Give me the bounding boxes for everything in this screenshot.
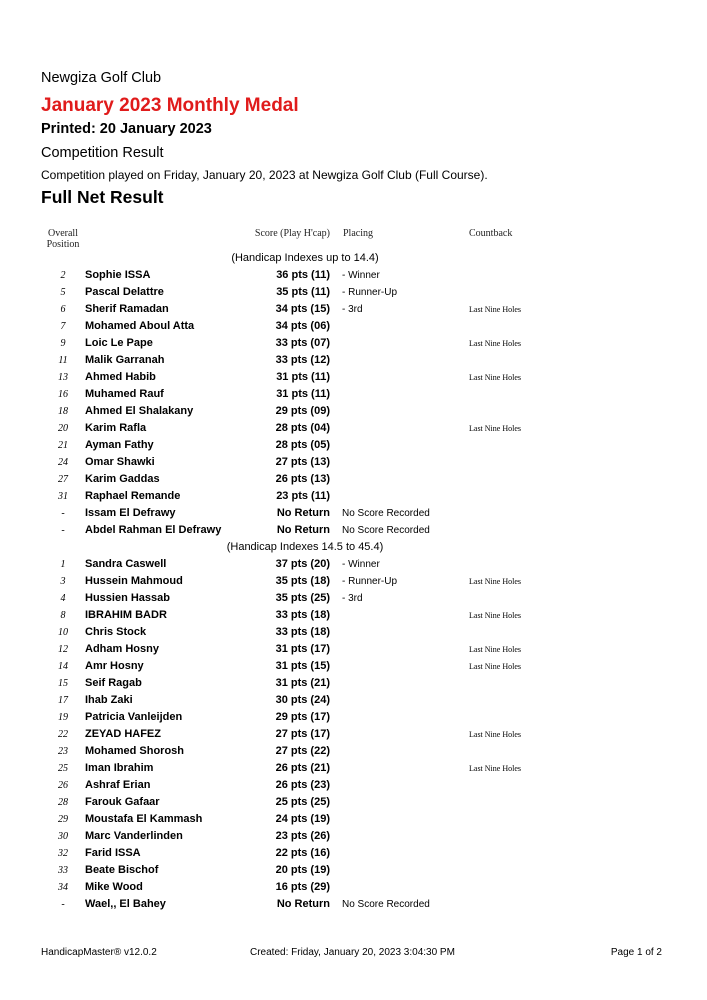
column-header-countback: Countback <box>469 228 513 239</box>
result-row <box>0 420 707 437</box>
result-row <box>0 743 707 760</box>
placing-cell: - Runner-Up <box>342 576 398 587</box>
placing-cell: No Score Recorded <box>342 899 430 910</box>
competition-description: Competition played on Friday, January 20, 2023 at Newgiza Golf Club (Full Course). <box>41 168 488 182</box>
result-row <box>0 505 707 522</box>
player-name-cell: Sandra Caswell <box>85 558 167 570</box>
score-cell: 31 pts (17) <box>275 643 330 655</box>
player-name-cell: Amr Hosny <box>85 660 144 672</box>
result-row <box>0 267 707 284</box>
score-cell: 35 pts (18) <box>275 575 330 587</box>
player-name-cell: Muhamed Rauf <box>85 388 164 400</box>
club-name: Newgiza Golf Club <box>41 70 162 86</box>
player-name-cell: Sherif Ramadan <box>85 303 169 315</box>
position-cell: 15 <box>58 678 68 689</box>
score-cell: 16 pts (29) <box>275 881 330 893</box>
player-name-cell: Beate Bischof <box>85 864 159 876</box>
position-cell: 31 <box>58 491 68 502</box>
player-name-cell: Karim Rafla <box>85 422 147 434</box>
player-name-cell: Karim Gaddas <box>85 473 160 485</box>
score-cell: 35 pts (11) <box>276 286 330 298</box>
score-cell: 29 pts (09) <box>275 405 330 417</box>
player-name-cell: Seif Ragab <box>85 677 142 689</box>
result-row <box>0 522 707 539</box>
score-cell: 20 pts (19) <box>275 864 330 876</box>
score-cell: 33 pts (07) <box>275 337 330 349</box>
group-header-row <box>0 539 707 556</box>
result-row <box>0 777 707 794</box>
score-cell: 36 pts (11) <box>276 269 330 281</box>
placing-cell: - Winner <box>342 270 380 281</box>
countback-cell: Last Nine Holes <box>469 764 521 773</box>
position-cell: 34 <box>58 882 68 893</box>
placing-cell: No Score Recorded <box>342 508 430 519</box>
group-label: (Handicap Indexes up to 14.4) <box>231 252 379 264</box>
placing-cell: - 3rd <box>342 593 363 604</box>
score-cell: 31 pts (21) <box>275 677 330 689</box>
player-name-cell: IBRAHIM BADR <box>85 609 167 621</box>
result-row <box>0 624 707 641</box>
placing-cell: - 3rd <box>342 304 363 315</box>
result-row <box>0 760 707 777</box>
result-row <box>0 862 707 879</box>
countback-cell: Last Nine Holes <box>469 424 521 433</box>
group-label: (Handicap Indexes 14.5 to 45.4) <box>226 541 384 553</box>
position-cell: 29 <box>58 814 68 825</box>
result-row <box>0 641 707 658</box>
position-cell: 32 <box>58 848 68 859</box>
column-header-placing: Placing <box>343 228 373 239</box>
player-name-cell: Sophie ISSA <box>85 269 151 281</box>
countback-cell: Last Nine Holes <box>469 730 521 739</box>
player-name-cell: Loic Le Pape <box>85 337 153 349</box>
competition-heading: Competition Result <box>41 145 164 161</box>
position-cell: 16 <box>58 389 68 400</box>
position-cell: - <box>61 508 65 519</box>
score-cell: 30 pts (24) <box>275 694 330 706</box>
printed-date: Printed: 20 January 2023 <box>41 121 212 137</box>
position-cell: 3 <box>60 576 66 587</box>
position-cell: 12 <box>58 644 68 655</box>
position-cell: 22 <box>58 729 68 740</box>
position-cell: 19 <box>58 712 68 723</box>
footer-created: Created: Friday, January 20, 2023 3:04:30 PM <box>250 947 455 958</box>
player-name-cell: Abdel Rahman El Defrawy <box>85 524 222 536</box>
player-name-cell: Moustafa El Kammash <box>85 813 203 825</box>
countback-cell: Last Nine Holes <box>469 305 521 314</box>
position-cell: - <box>61 899 65 910</box>
countback-cell: Last Nine Holes <box>469 577 521 586</box>
position-cell: 33 <box>58 865 68 876</box>
player-name-cell: Ahmed El Shalakany <box>85 405 194 417</box>
score-cell: 31 pts (11) <box>276 388 330 400</box>
score-cell: 23 pts (11) <box>276 490 330 502</box>
position-cell: 23 <box>58 746 68 757</box>
result-row <box>0 709 707 726</box>
position-cell: 20 <box>58 423 68 434</box>
result-row <box>0 403 707 420</box>
countback-cell: Last Nine Holes <box>469 373 521 382</box>
score-cell: 25 pts (25) <box>275 796 330 808</box>
result-row <box>0 556 707 573</box>
player-name-cell: Ahmed Habib <box>85 371 156 383</box>
player-name-cell: Chris Stock <box>85 626 147 638</box>
score-cell: 26 pts (13) <box>275 473 330 485</box>
player-name-cell: Omar Shawki <box>85 456 155 468</box>
result-row <box>0 692 707 709</box>
score-cell: 34 pts (15) <box>275 303 330 315</box>
position-cell: 18 <box>58 406 68 417</box>
results-table <box>0 250 707 913</box>
score-cell: 33 pts (18) <box>275 626 330 638</box>
score-cell: 33 pts (12) <box>275 354 330 366</box>
player-name-cell: Raphael Remande <box>85 490 181 502</box>
result-row <box>0 590 707 607</box>
footer-page-number: Page 1 of 2 <box>610 947 662 958</box>
position-cell: 2 <box>60 270 66 281</box>
result-row <box>0 437 707 454</box>
position-cell: 17 <box>58 695 68 706</box>
result-row <box>0 369 707 386</box>
position-cell: 30 <box>58 831 68 842</box>
player-name-cell: Patricia Vanleijden <box>85 711 183 723</box>
position-cell: 8 <box>60 610 66 621</box>
player-name-cell: Pascal Delattre <box>85 286 164 298</box>
score-cell: No Return <box>276 507 330 519</box>
position-cell: 21 <box>58 440 68 451</box>
placing-cell: - Runner-Up <box>342 287 398 298</box>
score-cell: 31 pts (11) <box>276 371 330 383</box>
countback-cell: Last Nine Holes <box>469 645 521 654</box>
result-row <box>0 607 707 624</box>
player-name-cell: Wael,, El Bahey <box>85 898 166 910</box>
result-row <box>0 352 707 369</box>
position-cell: 25 <box>58 763 68 774</box>
position-cell: 13 <box>58 372 68 383</box>
countback-cell: Last Nine Holes <box>469 611 521 620</box>
result-row <box>0 794 707 811</box>
score-cell: 24 pts (19) <box>275 813 330 825</box>
position-cell: 7 <box>60 321 66 332</box>
score-cell: 26 pts (21) <box>275 762 330 774</box>
score-cell: 35 pts (25) <box>275 592 330 604</box>
position-cell: 5 <box>60 287 66 298</box>
position-cell: 28 <box>58 797 68 808</box>
result-row <box>0 811 707 828</box>
score-cell: 22 pts (16) <box>275 847 330 859</box>
column-header-position: Overall Position <box>46 228 80 250</box>
score-cell: 27 pts (22) <box>275 745 330 757</box>
player-name-cell: Issam El Defrawy <box>85 507 176 519</box>
player-name-cell: Mohamed Shorosh <box>85 745 185 757</box>
result-row <box>0 318 707 335</box>
score-cell: 34 pts (06) <box>275 320 330 332</box>
score-cell: No Return <box>276 524 330 536</box>
position-cell: 4 <box>60 593 66 604</box>
player-name-cell: Iman Ibrahim <box>85 762 154 774</box>
player-name-cell: Mike Wood <box>85 881 143 893</box>
score-cell: 27 pts (13) <box>275 456 330 468</box>
placing-cell: - Winner <box>342 559 380 570</box>
result-row <box>0 471 707 488</box>
score-cell: 28 pts (04) <box>275 422 330 434</box>
player-name-cell: Ayman Fathy <box>85 439 154 451</box>
score-cell: 31 pts (15) <box>275 660 330 672</box>
result-row <box>0 658 707 675</box>
player-name-cell: Malik Garranah <box>85 354 165 366</box>
score-cell: No Return <box>276 898 330 910</box>
result-row <box>0 488 707 505</box>
score-cell: 29 pts (17) <box>275 711 330 723</box>
player-name-cell: Adham Hosny <box>85 643 159 655</box>
result-row <box>0 386 707 403</box>
score-cell: 27 pts (17) <box>275 728 330 740</box>
score-cell: 26 pts (23) <box>275 779 330 791</box>
player-name-cell: Marc Vanderlinden <box>85 830 183 842</box>
position-cell: 9 <box>60 338 66 349</box>
result-row <box>0 284 707 301</box>
player-name-cell: Ashraf Erian <box>85 779 151 791</box>
result-row <box>0 454 707 471</box>
countback-cell: Last Nine Holes <box>469 339 521 348</box>
result-row <box>0 896 707 913</box>
score-cell: 33 pts (18) <box>275 609 330 621</box>
result-row <box>0 573 707 590</box>
score-cell: 37 pts (20) <box>275 558 330 570</box>
player-name-cell: Ihab Zaki <box>85 694 133 706</box>
position-cell: 27 <box>58 474 68 485</box>
position-cell: 26 <box>58 780 68 791</box>
position-cell: 24 <box>58 457 68 468</box>
player-name-cell: ZEYAD HAFEZ <box>85 728 161 740</box>
result-row <box>0 828 707 845</box>
result-row <box>0 726 707 743</box>
section-title: Full Net Result <box>41 187 164 207</box>
position-cell: 1 <box>60 559 66 570</box>
result-row <box>0 845 707 862</box>
player-name-cell: Farid ISSA <box>85 847 141 859</box>
result-row <box>0 301 707 318</box>
score-cell: 23 pts (26) <box>275 830 330 842</box>
player-name-cell: Hussien Hassab <box>85 592 170 604</box>
position-cell: - <box>61 525 65 536</box>
position-cell: 14 <box>58 661 68 672</box>
column-header-score: Score (Play H'cap) <box>254 228 330 239</box>
page-title: January 2023 Monthly Medal <box>41 95 299 116</box>
group-header-row <box>0 250 707 267</box>
countback-cell: Last Nine Holes <box>469 662 521 671</box>
result-row <box>0 675 707 692</box>
result-row <box>0 879 707 896</box>
player-name-cell: Hussein Mahmoud <box>85 575 183 587</box>
position-cell: 6 <box>60 304 66 315</box>
position-cell: 10 <box>58 627 68 638</box>
player-name-cell: Farouk Gafaar <box>85 796 160 808</box>
score-cell: 28 pts (05) <box>275 439 330 451</box>
position-cell: 11 <box>58 355 68 366</box>
footer-software: HandicapMaster® v12.0.2 <box>41 947 157 958</box>
result-row <box>0 335 707 352</box>
player-name-cell: Mohamed Aboul Atta <box>85 320 195 332</box>
placing-cell: No Score Recorded <box>342 525 430 536</box>
